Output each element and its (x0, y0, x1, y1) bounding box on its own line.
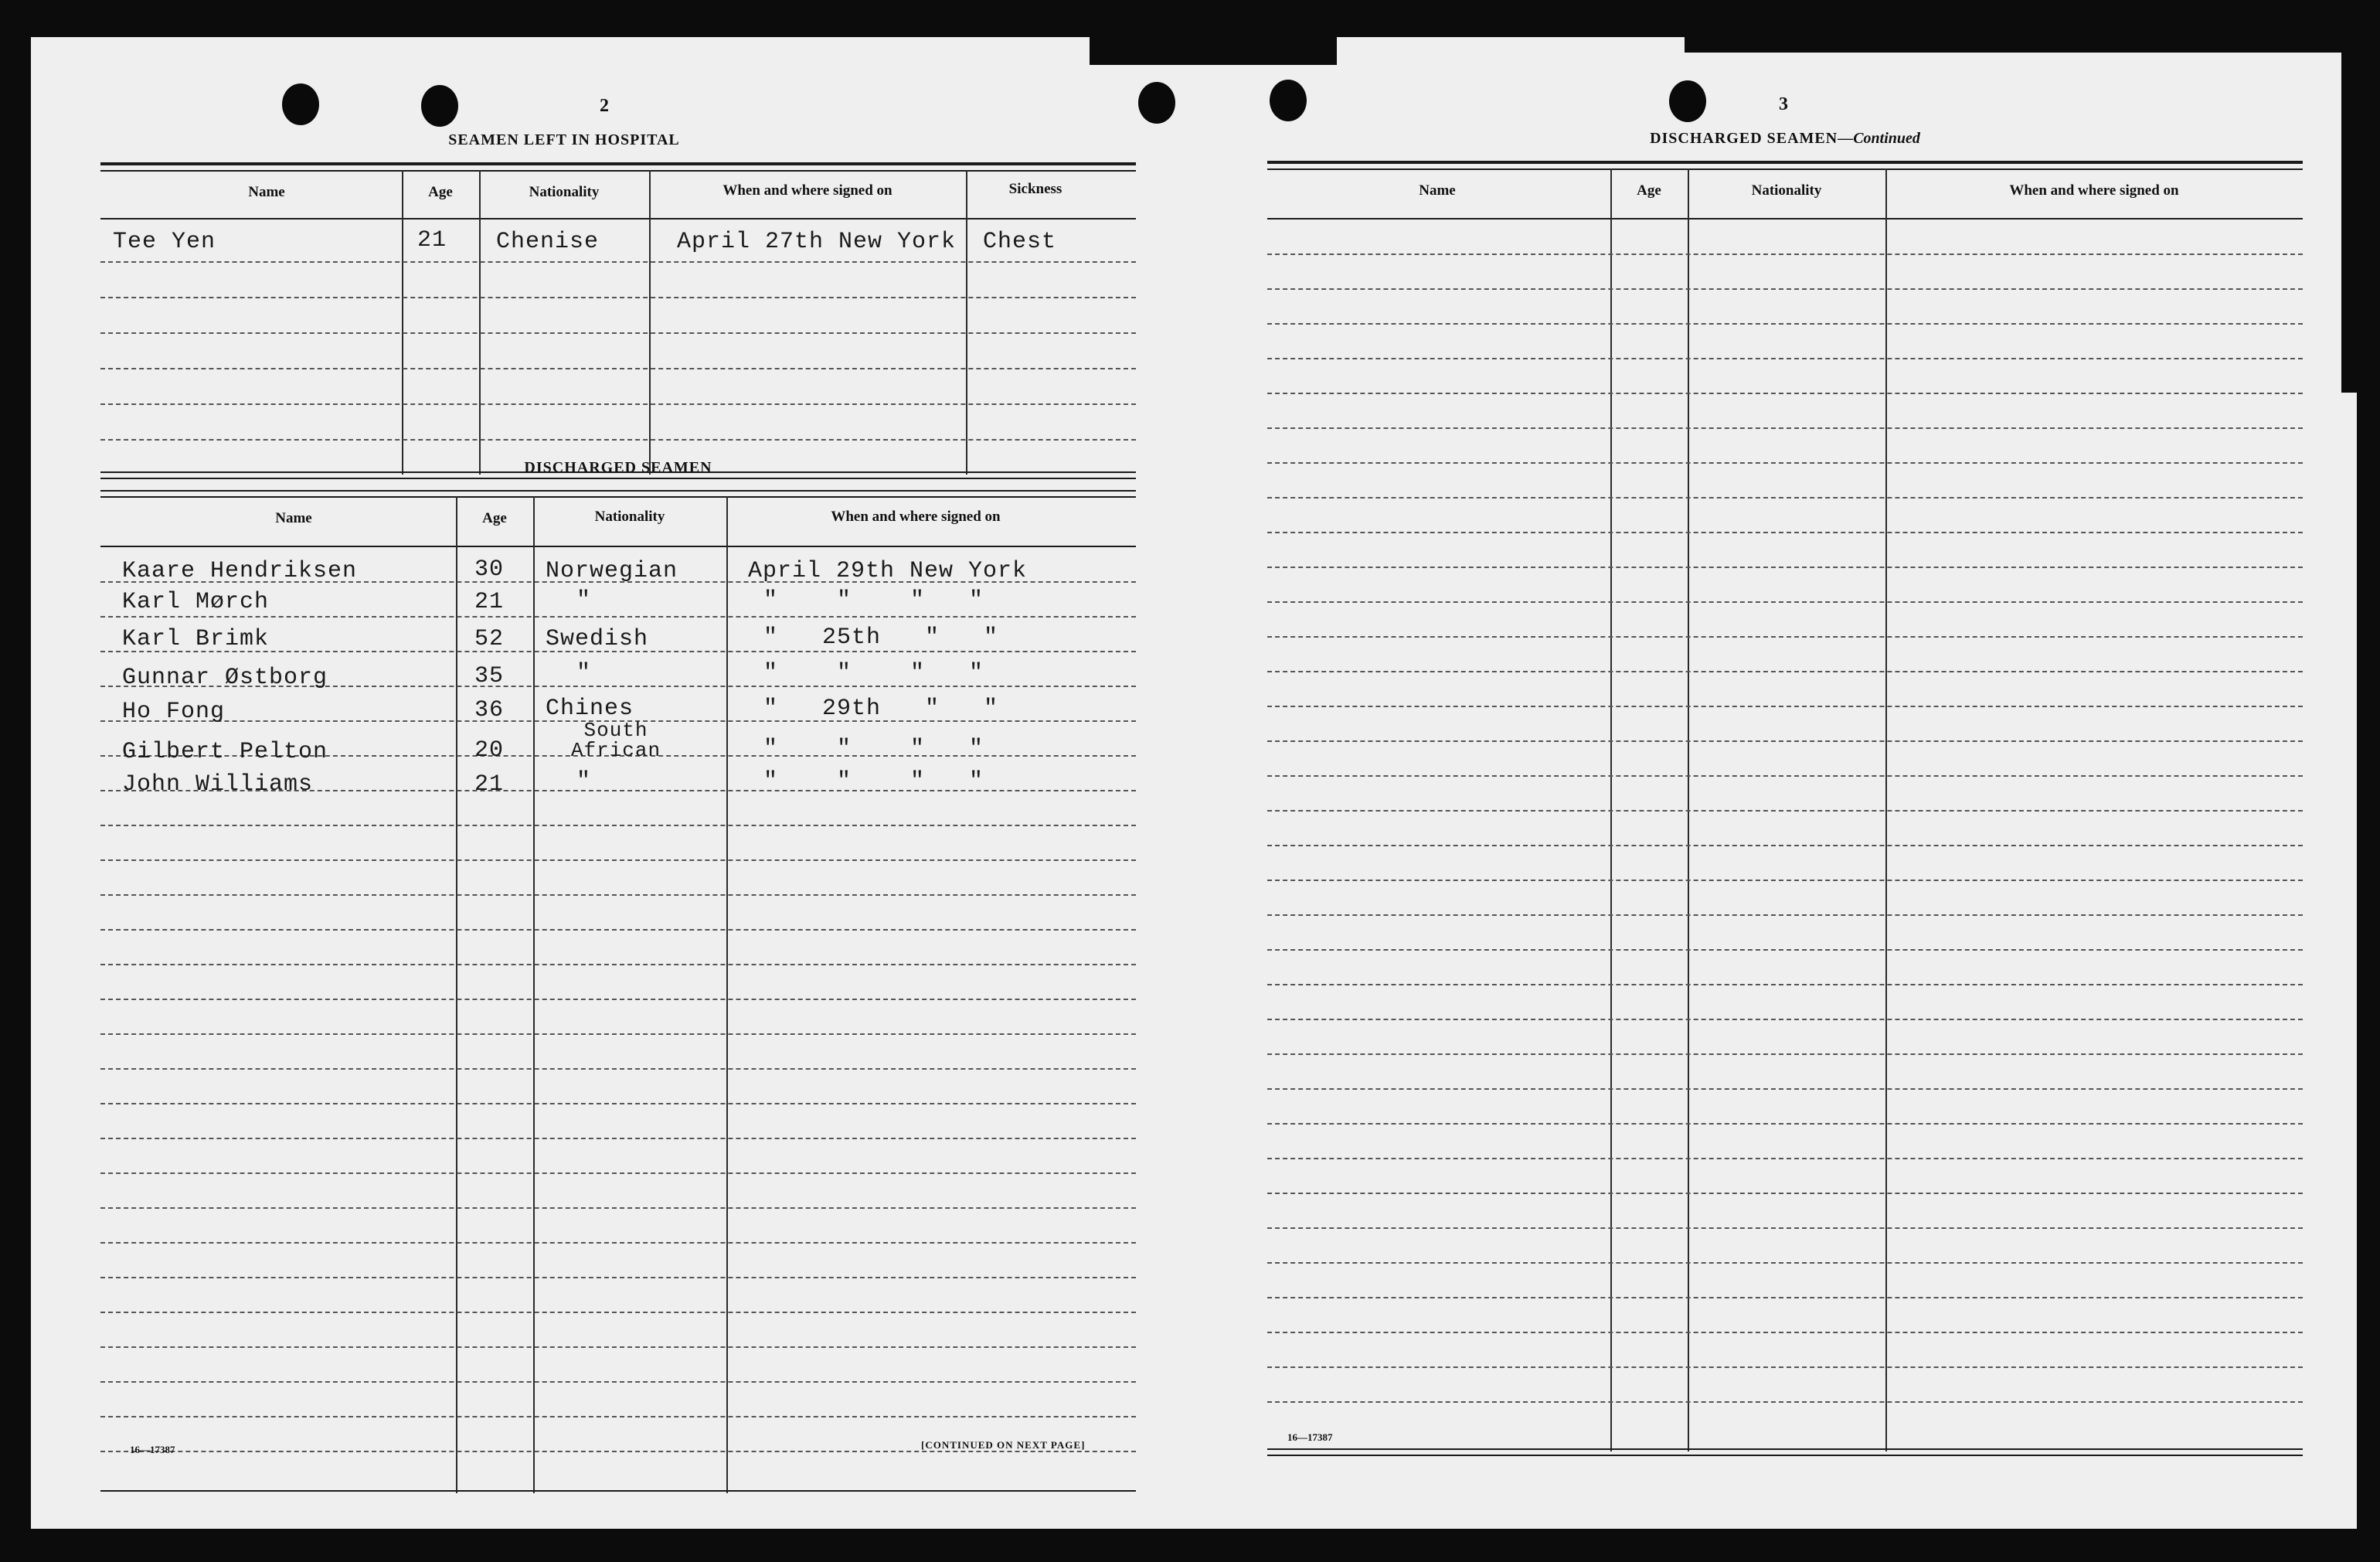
name-cell: Karl Mørch (122, 589, 270, 615)
name-cell: John Williams (122, 771, 314, 798)
signed-on-cell: April 29th New York (748, 558, 1028, 584)
col-divider (966, 170, 967, 475)
row-line (1267, 1123, 2303, 1125)
hospital-section-title: SEAMEN LEFT IN HOSPITAL (448, 131, 680, 148)
col-header-age: Age (428, 184, 453, 200)
signed-on-cell: " 29th " " (763, 696, 999, 722)
row-line (1267, 740, 2303, 742)
age-cell: 35 (474, 663, 505, 689)
punch-hole (1270, 80, 1307, 121)
punch-hole (1138, 82, 1175, 124)
nationality-cell: South African (570, 719, 661, 762)
discharged-top-rule (100, 496, 1136, 498)
row-line (1267, 984, 2303, 985)
row-line (100, 1346, 1136, 1348)
col-divider (456, 496, 457, 1493)
col-header-signed-on: When and where signed on (722, 182, 892, 199)
nationality-cell: Swedish (546, 626, 649, 652)
row-line (1267, 254, 2303, 255)
nationality-cell: Chenise (496, 229, 600, 255)
row-line (1267, 1019, 2303, 1020)
sickness-cell: Chest (983, 229, 1057, 255)
row-line (1267, 427, 2303, 429)
col-divider (479, 170, 481, 475)
row-line (100, 894, 1136, 896)
row-line (100, 1103, 1136, 1104)
name-cell: Karl Brimk (122, 626, 270, 652)
row-line (100, 439, 1136, 441)
age-cell: 21 (474, 589, 505, 615)
col-divider (649, 170, 651, 475)
row-line (1267, 949, 2303, 951)
col-header-age: Age (482, 510, 507, 526)
row-line (100, 1312, 1136, 1313)
col-header-signed-on: When and where signed on (831, 509, 1001, 525)
row-line (100, 332, 1136, 334)
row-line (100, 964, 1136, 965)
continued-note: [CONTINUED ON NEXT PAGE] (921, 1439, 1086, 1451)
row-line (100, 825, 1136, 826)
punch-hole (421, 85, 458, 127)
row-line (1267, 1053, 2303, 1055)
top-rule-thin (100, 170, 1136, 172)
row-line (100, 261, 1136, 263)
col-divider (533, 496, 535, 1493)
col-divider (726, 496, 728, 1493)
header-rule (100, 218, 1136, 219)
page-number-left: 2 (600, 96, 609, 116)
nationality-cell: " (576, 768, 592, 795)
signed-on-cell: " " " " (763, 587, 984, 614)
discharged-top-rule (100, 490, 1136, 492)
row-line (100, 1207, 1136, 1209)
row-line (100, 1033, 1136, 1035)
age-cell: 30 (474, 556, 505, 583)
top-rule-thin (1267, 168, 2303, 170)
row-line (100, 616, 1136, 618)
row-line (1267, 636, 2303, 638)
age-cell: 21 (417, 227, 447, 254)
row-line (1267, 1227, 2303, 1229)
signed-on-cell: " " " " (763, 660, 984, 686)
row-line (1267, 601, 2303, 603)
nationality-cell: Norwegian (546, 558, 678, 584)
row-line (100, 1381, 1136, 1383)
row-line (1267, 914, 2303, 916)
row-line (100, 1416, 1136, 1417)
header-rule (100, 546, 1136, 547)
name-cell: Gilbert Pelton (122, 739, 328, 765)
name-cell: Gunnar Østborg (122, 665, 328, 691)
age-cell: 52 (474, 626, 505, 652)
right-page-title-suffix: —Continued (1838, 130, 1920, 147)
row-line (100, 929, 1136, 931)
row-line (100, 1068, 1136, 1070)
row-line (1267, 1088, 2303, 1090)
row-line (1267, 1366, 2303, 1368)
top-rule (1267, 161, 2303, 164)
row-line (1267, 810, 2303, 812)
row-line (1267, 532, 2303, 533)
row-line (100, 999, 1136, 1000)
bottom-rule (100, 1490, 1136, 1492)
top-rule (100, 162, 1136, 165)
row-line (1267, 323, 2303, 325)
name-cell: Kaare Hendriksen (122, 558, 358, 584)
row-line (1267, 1297, 2303, 1298)
row-line (1267, 1262, 2303, 1264)
row-line (100, 1277, 1136, 1278)
age-cell: 21 (474, 771, 505, 798)
header-rule (1267, 218, 2303, 219)
age-cell: 36 (474, 697, 505, 723)
col-header-nationality: Nationality (594, 509, 665, 525)
form-code-left: 16—17387 (130, 1444, 175, 1455)
name-cell: Ho Fong (122, 699, 226, 725)
row-line (1267, 393, 2303, 394)
bottom-rule (1267, 1455, 2303, 1456)
signed-on-cell: " " " " (763, 736, 984, 762)
punch-hole (1669, 80, 1706, 122)
row-line (1267, 1401, 2303, 1403)
right-page-title-main: DISCHARGED SEAMEN (1650, 130, 1838, 147)
row-line (100, 403, 1136, 405)
row-line (100, 297, 1136, 298)
col-header-name: Name (1419, 182, 1456, 199)
col-header-nationality: Nationality (529, 184, 600, 200)
signed-on-cell: April 27th New York (677, 229, 957, 255)
row-line (1267, 358, 2303, 359)
row-line (100, 859, 1136, 861)
row-line (1267, 1158, 2303, 1159)
row-line (1267, 1193, 2303, 1194)
row-line (1267, 671, 2303, 672)
row-line (1267, 706, 2303, 707)
row-line (100, 1172, 1136, 1174)
document-sheet (31, 37, 2357, 1529)
punch-hole (282, 83, 319, 125)
discharged-section-title: DISCHARGED SEAMEN (524, 459, 712, 476)
row-line (1267, 567, 2303, 568)
name-cell: Tee Yen (113, 229, 216, 255)
col-header-name: Name (275, 510, 312, 526)
bottom-rule (100, 478, 1136, 479)
row-line (100, 368, 1136, 369)
nationality-cell: " (576, 660, 592, 686)
row-line (1267, 462, 2303, 464)
col-header-age: Age (1637, 182, 1661, 199)
col-header-sickness: Sickness (1008, 181, 1062, 197)
col-header-name: Name (248, 184, 285, 200)
page-number-right: 3 (1779, 94, 1788, 114)
row-line (1267, 775, 2303, 777)
signed-on-cell: " 25th " " (763, 624, 999, 651)
row-line (1267, 288, 2303, 290)
row-line (1267, 845, 2303, 846)
form-code-right: 16—17387 (1287, 1431, 1333, 1443)
col-header-signed-on: When and where signed on (2009, 182, 2179, 199)
row-line (100, 1242, 1136, 1244)
col-header-nationality: Nationality (1751, 182, 1822, 199)
torn-edge-right (2341, 37, 2365, 393)
row-line (1267, 880, 2303, 881)
signed-on-cell: " " " " (763, 768, 984, 795)
row-line (1267, 1332, 2303, 1333)
age-cell: 20 (474, 737, 505, 764)
col-divider (402, 170, 403, 475)
row-line (1267, 497, 2303, 499)
bottom-rule (1267, 1448, 2303, 1450)
torn-edge-top (1090, 29, 1337, 65)
right-page-title (1553, 130, 2017, 148)
row-line (100, 1138, 1136, 1139)
nationality-cell: Chines (546, 696, 634, 722)
nationality-cell: " (576, 587, 592, 614)
torn-edge-top-right (1685, 29, 2365, 53)
